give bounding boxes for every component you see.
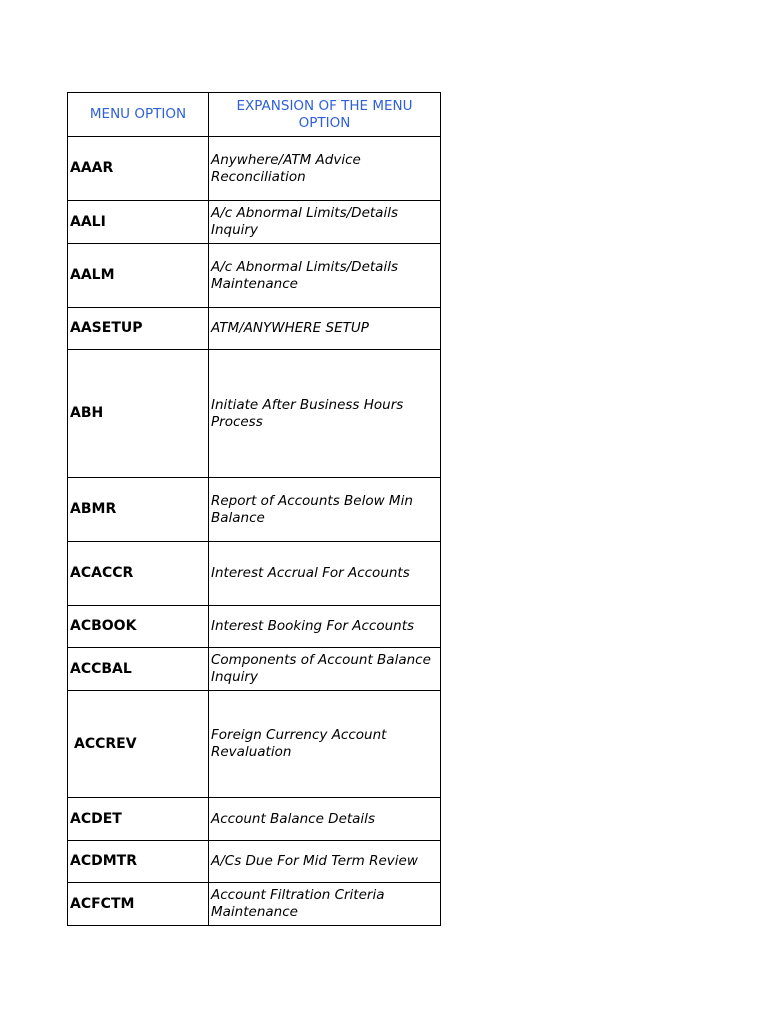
expansion-cell: Report of Accounts Below Min Balance — [209, 478, 441, 542]
expansion-cell: A/Cs Due For Mid Term Review — [209, 841, 441, 883]
expansion-cell: ATM/ANYWHERE SETUP — [209, 308, 441, 350]
menu-option-cell: AAAR — [68, 137, 209, 201]
table-row — [68, 350, 441, 478]
menu-option-cell: ACDET — [68, 798, 209, 841]
menu-option-cell: ACCBAL — [68, 648, 209, 691]
table-row — [68, 201, 441, 244]
menu-option-cell: AALM — [68, 244, 209, 308]
expansion-cell: Account Balance Details — [209, 798, 441, 841]
table-body — [68, 137, 441, 926]
table-row — [68, 478, 441, 542]
menu-option-cell: AALI — [68, 201, 209, 244]
table-row — [68, 691, 441, 798]
menu-options-table — [67, 92, 441, 926]
menu-option-cell: ABMR — [68, 478, 209, 542]
table-row — [68, 308, 441, 350]
expansion-cell: Interest Accrual For Accounts — [209, 542, 441, 606]
expansion-cell: A/c Abnormal Limits/Details Maintenance — [209, 244, 441, 308]
expansion-cell: Interest Booking For Accounts — [209, 606, 441, 648]
table-row — [68, 137, 441, 201]
expansion-cell: Anywhere/ATM Advice Reconciliation — [209, 137, 441, 201]
expansion-cell: Foreign Currency Account Revaluation — [209, 691, 441, 798]
menu-option-cell: ABH — [68, 350, 209, 478]
table-row — [68, 542, 441, 606]
table-header — [68, 93, 441, 137]
header-row — [68, 93, 441, 137]
table-row — [68, 648, 441, 691]
menu-option-cell: ACFCTM — [68, 883, 209, 926]
menu-option-header: MENU OPTION — [68, 93, 209, 137]
table-row — [68, 244, 441, 308]
expansion-cell: Components of Account Balance Inquiry — [209, 648, 441, 691]
menu-option-cell: AASETUP — [68, 308, 209, 350]
menu-option-cell: ACBOOK — [68, 606, 209, 648]
table-row — [68, 606, 441, 648]
table-row — [68, 798, 441, 841]
expansion-cell: A/c Abnormal Limits/Details Inquiry — [209, 201, 441, 244]
expansion-cell: Account Filtration Criteria Maintenance — [209, 883, 441, 926]
expansion-header: EXPANSION OF THE MENU OPTION — [209, 93, 441, 137]
table-row — [68, 883, 441, 926]
menu-option-cell: ACDMTR — [68, 841, 209, 883]
expansion-cell: Initiate After Business Hours Process — [209, 350, 441, 478]
menu-option-cell: ACCREV — [68, 691, 209, 798]
menu-option-cell: ACACCR — [68, 542, 209, 606]
table-row — [68, 841, 441, 883]
